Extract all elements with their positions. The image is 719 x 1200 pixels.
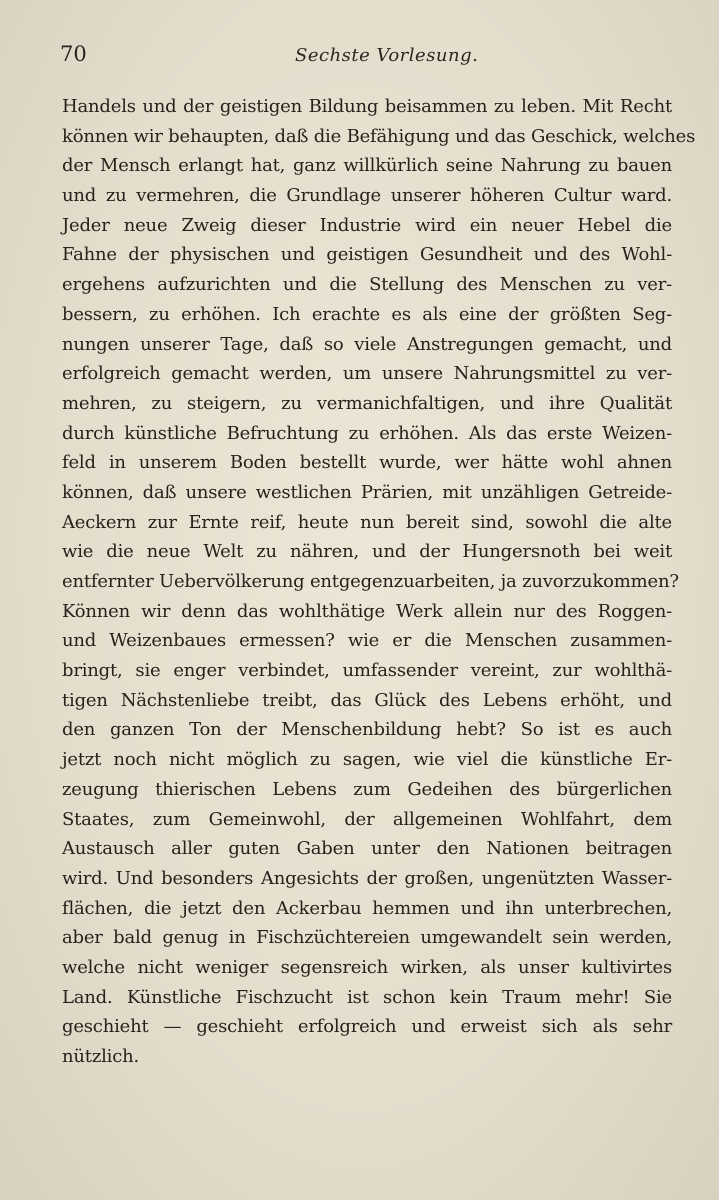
text-line: feld in unserem Boden bestellt wurde, wer hätte wohl ahnen [62,452,672,474]
text-line: können, daß unsere westlichen Prärien, mit unzähligen Getreide- [62,481,672,503]
text-line: Können wir denn das wohlthätige Werk allein nur des Roggen- [62,600,672,622]
body-text [62,92,696,1072]
text-line: jetzt noch nicht möglich zu sagen, wie viel die künstliche Er- [62,749,672,771]
text-line: ergehens aufzurichten und die Stellung des Menschen zu ver- [62,274,672,296]
text-line: bringt, sie enger verbindet, umfassender vereint, zur wohlthä- [62,660,672,682]
text-line: Staates, zum Gemeinwohl, der allgemeinen Wohlfahrt, dem [62,808,672,830]
text-line: Handels und der geistigen Bildung beisammen zu leben. Mit Recht [62,96,672,117]
text-line: und zu vermehren, die Grundlage unserer höheren Cultur ward. [62,185,672,207]
text-line: welche nicht weniger segensreich wirken, als unser kultivirtes [62,956,672,978]
text-line: können wir behaupten, daß die Befähigung und das Geschick, welches [62,125,696,147]
running-head: Sechste Vorlesung. [295,45,479,66]
text-line: tigen Nächstenliebe treibt, das Glück des Lebens erhöht, und [62,689,672,711]
text-line: erfolgreich gemacht werden, um unsere Nahrungsmittel zu ver- [62,363,672,385]
text-line: Jeder neue Zweig dieser Industrie wird ein neuer Hebel die [62,214,672,236]
page-number: 70 [60,42,87,66]
text-line: wie die neue Welt zu nähren, und der Hungersnoth bei weit [62,541,672,563]
page-header [60,42,660,74]
text-line: den ganzen Ton der Menschenbildung hebt? So ist es auch [62,719,672,741]
text-line: und Weizenbaues ermessen? wie er die Menschen zusammen- [62,630,672,652]
text-line: durch künstliche Befruchtung zu erhöhen. Als das erste Weizen- [62,422,672,444]
text-line: entfernter Uebervölkerung entgegenzuarbeiten, ja zuvorzukommen? [62,571,679,592]
text-line: der Mensch erlangt hat, ganz willkürlich seine Nahrung zu bauen [62,155,672,177]
text-line-last: nützlich. [62,1046,140,1067]
text-line: Land. Künstliche Fischzucht ist schon kein Traum mehr! Sie [62,986,672,1008]
text-line: flächen, die jetzt den Ackerbau hemmen und ihn unterbrechen, [62,897,672,919]
text-line: zeugung thierischen Lebens zum Gedeihen des bürgerlichen [62,778,672,800]
text-line: geschieht — geschieht erfolgreich und erweist sich als sehr [62,1016,672,1038]
text-line: Aeckern zur Ernte reif, heute nun bereit sind, sowohl die alte [62,511,672,533]
text-line: aber bald genug in Fischzüchtereien umgewandelt sein werden, [62,927,672,949]
text-line: mehren, zu steigern, zu vermanichfaltigen, und ihre Qualität [62,392,672,414]
text-line: bessern, zu erhöhen. Ich erachte es als eine der größten Seg- [62,303,672,325]
text-line: wird. Und besonders Angesichts der großen, ungenützten Wasser- [62,867,672,889]
text-line: Austausch aller guten Gaben unter den Nationen beitragen [62,838,672,860]
text-line: Fahne der physischen und geistigen Gesundheit und des Wohl- [62,244,672,266]
text-line: nungen unserer Tage, daß so viele Anstregungen gemacht, und [62,333,672,355]
